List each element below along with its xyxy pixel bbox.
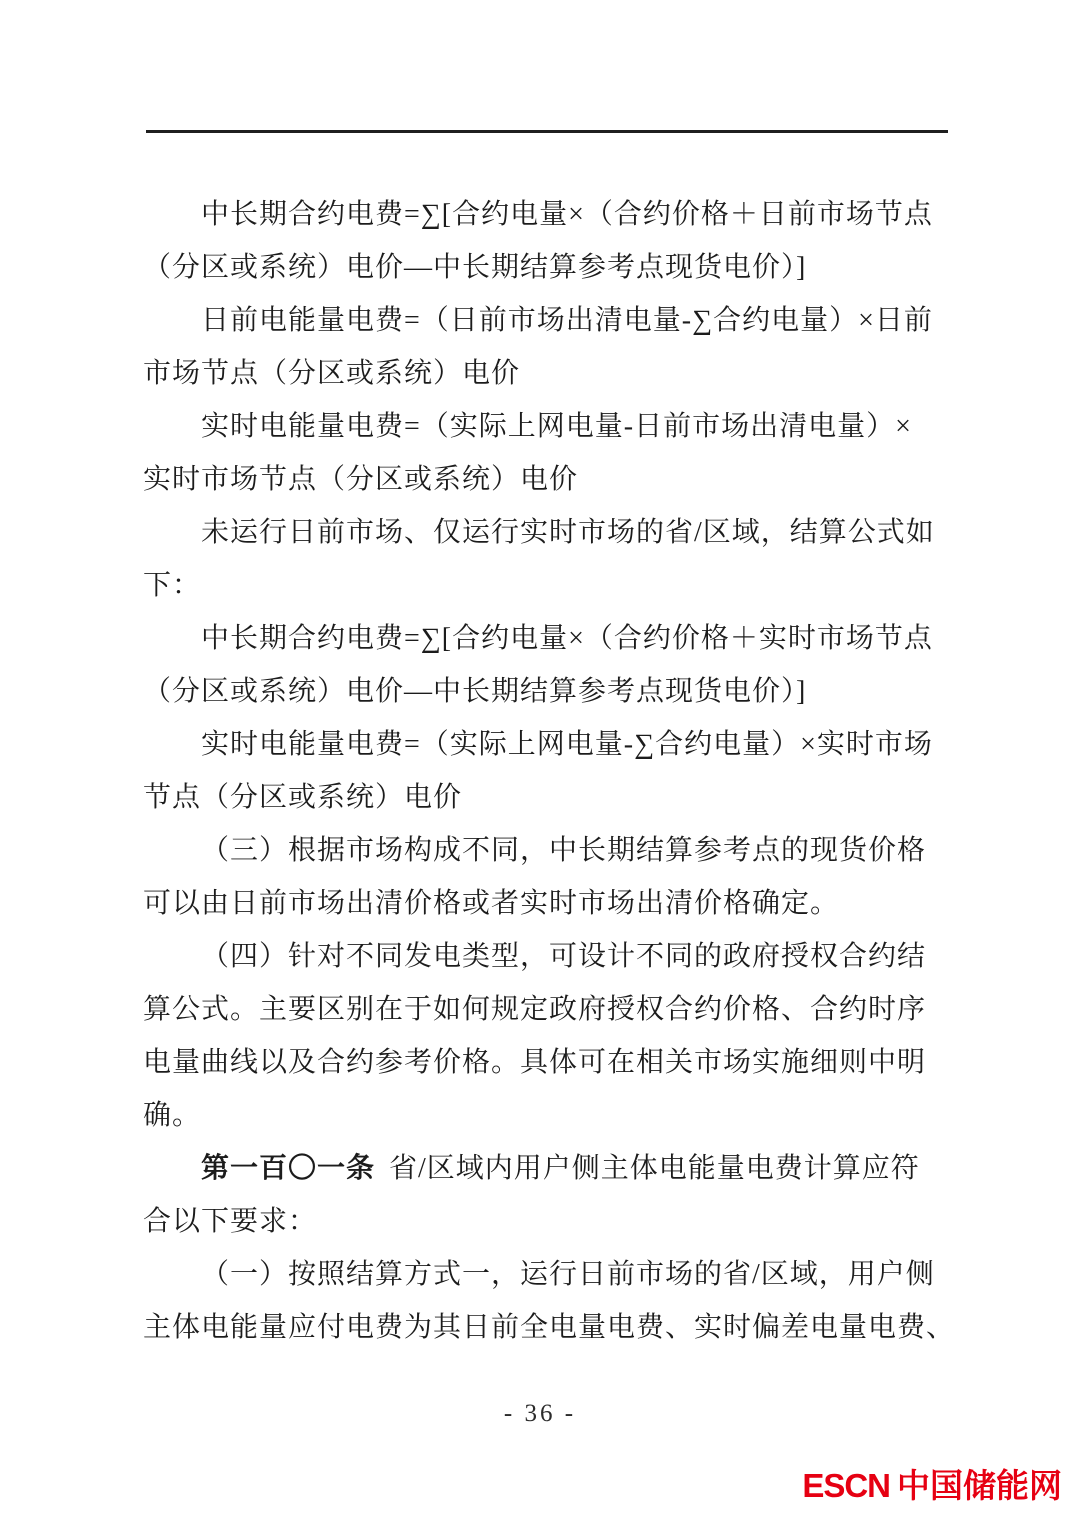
text-line: 主体电能量应付电费为其日前全电量电费、实时偏差电量电费、 <box>143 1312 956 1343</box>
text-line: 可以由日前市场出清价格或者实时市场出清价格确定。 <box>143 888 840 919</box>
page-number: - 36 - <box>503 1400 577 1427</box>
escn-logo-chinese: 中国储能网 <box>897 1467 1062 1504</box>
text-line: 中长期合约电费=∑[合约电量×（合约价格＋日前市场节点 <box>201 199 933 230</box>
text-line: 实时电能量电费=（实际上网电量-∑合约电量）×实时市场 <box>201 729 933 760</box>
text-line: 合以下要求： <box>143 1206 318 1237</box>
text-line: 中长期合约电费=∑[合约电量×（合约价格＋实时市场节点 <box>201 623 933 654</box>
text-line-article-heading <box>143 1142 940 1195</box>
text-line: 算公式。主要区别在于如何规定政府授权合约价格、合约时序 <box>143 994 927 1025</box>
text-line: （三）根据市场构成不同，中长期结算参考点的现货价格 <box>201 835 927 866</box>
text-line: 日前电能量电费=（日前市场出清电量-∑合约电量）×日前 <box>201 305 933 336</box>
document-body <box>143 188 956 1354</box>
text-line: 下： <box>143 570 202 601</box>
text-line: （分区或系统）电价—中长期结算参考点现货电价）] <box>143 676 807 707</box>
article-number-bold: 第一百〇一条 <box>201 1153 376 1184</box>
escn-logo <box>802 1468 1062 1504</box>
text-line: （四）针对不同发电类型，可设计不同的政府授权合约结 <box>201 941 927 972</box>
text-line: 电量曲线以及合约参考价格。具体可在相关市场实施细则中明 <box>143 1047 927 1078</box>
text-line: 实时市场节点（分区或系统）电价 <box>143 464 579 495</box>
text-line: （一）按照结算方式一，运行日前市场的省/区域，用户侧 <box>201 1259 935 1290</box>
text-line: （分区或系统）电价—中长期结算参考点现货电价）] <box>143 252 807 283</box>
header-rule <box>146 130 948 133</box>
article-heading-text: 省/区域内用户侧主体电能量电费计算应符 <box>389 1153 920 1184</box>
escn-logo-latin: ESCN <box>802 1467 890 1504</box>
text-line: 节点（分区或系统）电价 <box>143 782 463 813</box>
text-line: 未运行日前市场、仅运行实时市场的省/区域，结算公式如 <box>201 517 935 548</box>
text-line: 实时电能量电费=（实际上网电量-日前市场出清电量）× <box>201 411 912 442</box>
text-line: 市场节点（分区或系统）电价 <box>143 358 521 389</box>
text-line: 确。 <box>143 1100 202 1131</box>
